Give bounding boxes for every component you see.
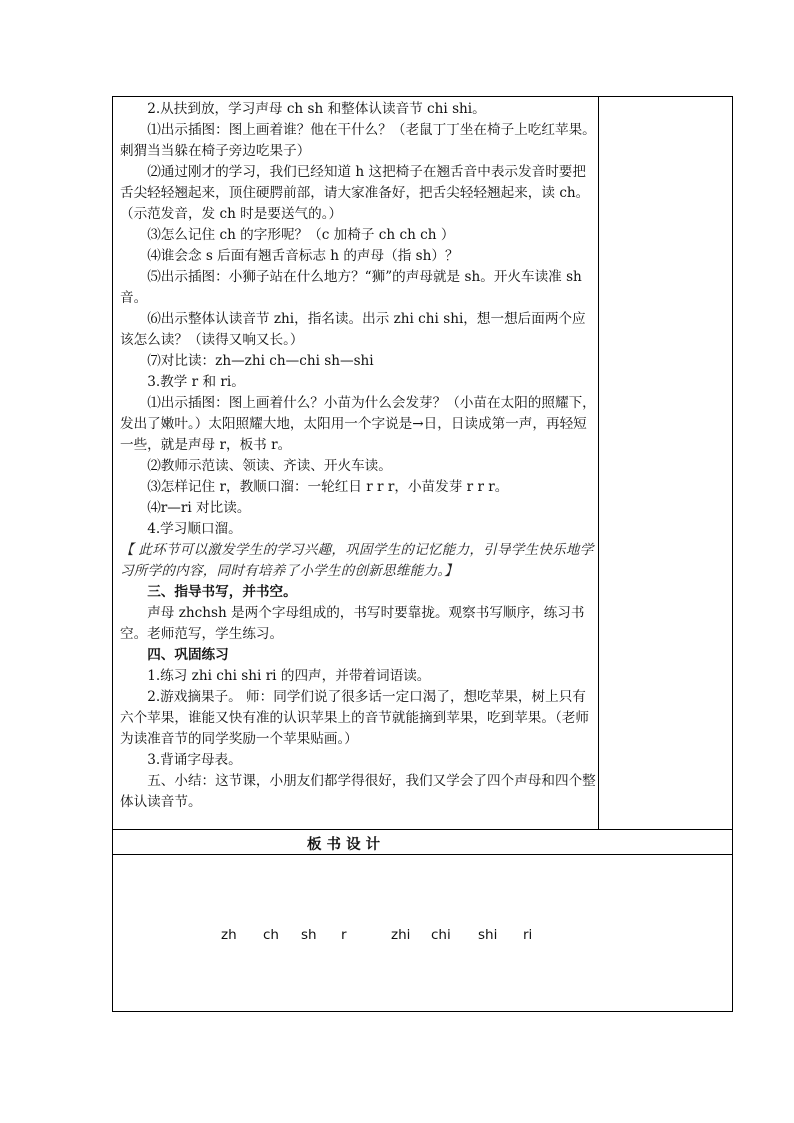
board-syllable: chi [431,927,451,943]
lesson-paragraph: 3.教学 r 和 ri。 [147,374,245,390]
lesson-paragraph: ⑶怎样记住 r，教顺口溜：一轮红日 r r r，小苗发芽 r r r。 [147,479,509,495]
lesson-paragraph: ⑶怎么记住 ch 的字形呢？（c 加椅子 ch ch ch ） [147,227,455,243]
board-design-title-row [113,829,732,855]
board-syllable: zh [221,927,237,943]
lesson-paragraph: 2.游戏摘果子。 师：同学们说了很多话一定口渴了，想吃苹果，树上只有六个苹果，谁能又快有准的认识苹果上的音节就能摘到苹果，吃到苹果。（老师为读准音节的同学奖励一个苹果贴画。） [120,689,589,747]
lesson-paragraph: ⑷r—ri 对比读。 [147,500,251,516]
section-heading: 三、指导书写，并书空。 [147,584,297,600]
lesson-paragraph: 声母 zhchsh 是两个字母组成的，书写时要靠拢。观察书写顺序，练习书空。老师范写，学生练习。 [120,605,585,642]
teaching-note: 【 此环节可以激发学生的学习兴趣，巩固学生的记忆能力，引导学生快乐地学习所学的内容，同时有培养了小学生的创新思维能力。】 [120,542,594,579]
board-syllable: shi [478,927,498,943]
board-syllable: sh [301,927,317,943]
board-syllable: ri [523,927,533,943]
notes-cell [599,97,732,829]
lesson-plan-table [112,96,733,1012]
lesson-paragraph: ⑹出示整体认读音节 zhi，指名读。出示 zhi chi shi，想一想后面两个应该怎么读？（读得又响又长。） [120,311,586,348]
lesson-paragraph: 五、小结：这节课，小朋友们都学得很好，我们又学会了四个声母和四个整体认读音节。 [120,773,596,810]
section-heading: 四、巩固练习 [147,647,229,663]
board-design-cell [113,855,732,1011]
board-syllable: r [341,927,347,943]
lesson-paragraph: 3.背诵字母表。 [147,752,242,768]
teaching-process-cell [113,97,599,829]
board-design-title: 板 书 设 计 [307,837,381,853]
lesson-paragraph: 1.练习 zhi chi shi ri 的四声，并带着词语读。 [147,668,431,684]
lesson-paragraph: 2.从扶到放，学习声母 ch sh 和整体认读音节 chi shi。 [147,101,486,117]
lesson-paragraph: ⑴出示插图：图上画着什么？小苗为什么会发芽？（小苗在太阳的照耀下，发出了嫩叶。）太阳照耀大地，太阳用一个字说是→日，日读成第一声，再轻短一些，就是声母 r，板书 r。 [120,395,596,453]
lesson-paragraph: ⑸出示插图：小狮子站在什么地方？“狮”的声母就是 sh。开火车读准 sh 音。 [120,269,582,306]
board-syllable: ch [263,927,279,943]
lesson-paragraph: ⑷谁会念 s 后面有翘舌音标志 h 的声母（指 sh）？ [147,248,459,264]
lesson-paragraph: ⑵通过刚才的学习，我们已经知道 h 这把椅子在翘舌音中表示发音时要把舌尖轻轻翘起来，顶住硬腭前部，请大家准备好，把舌尖轻轻翘起来，读 ch。（示范发音，发 ch 时是要送气的。） [120,164,590,222]
lesson-paragraph: ⑵教师示范读、领读、齐读、开火车读。 [147,458,392,474]
lesson-paragraph: ⑺对比读：zh—zhi ch—chi sh—shi [147,353,374,369]
lesson-paragraph: 4.学习顺口溜。 [147,521,242,537]
lesson-paragraph: ⑴出示插图：图上画着谁？他在干什么？（老鼠丁丁坐在椅子上吃红苹果。刺猬当当躲在椅子旁边吃果子） [120,122,596,159]
board-syllable: zhi [391,927,411,943]
